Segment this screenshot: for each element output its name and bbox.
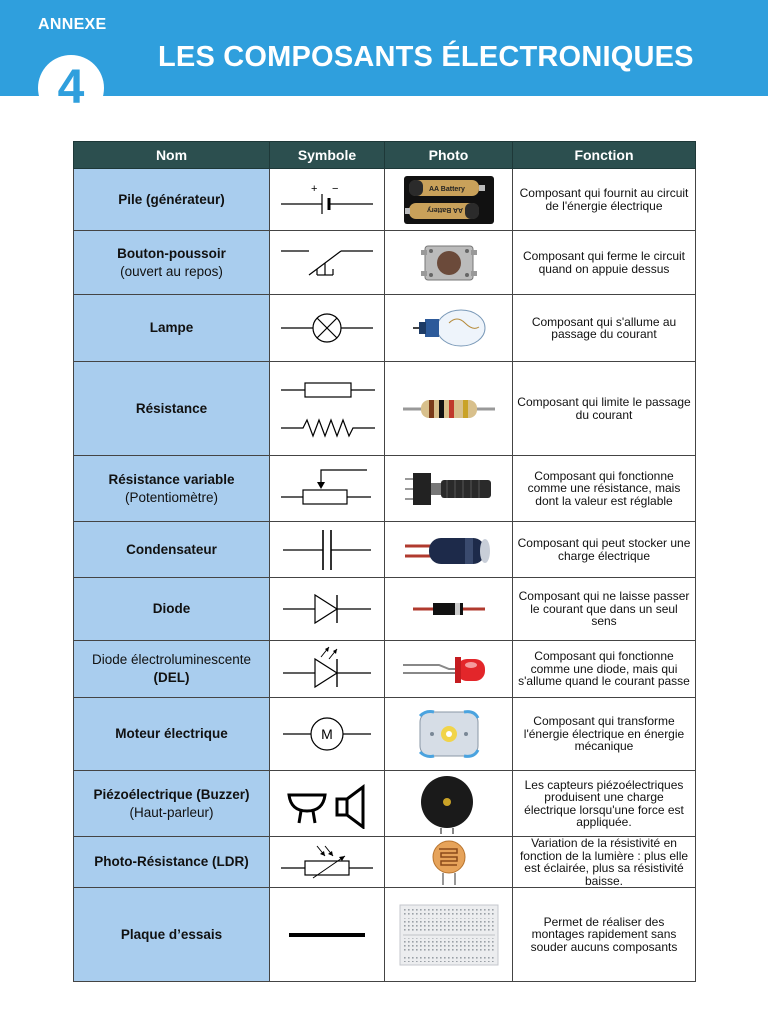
- name-cell: [74, 837, 270, 888]
- table-row: [74, 698, 696, 771]
- photo-cell: [385, 169, 513, 231]
- symbol-cell: [270, 888, 385, 982]
- table-row: [74, 888, 696, 982]
- column-header-symbole: Symbole: [270, 142, 385, 169]
- component-name: Lampe: [149, 320, 194, 335]
- table-header-row: [74, 142, 696, 169]
- lamp-symbol-icon: [279, 308, 375, 348]
- breadboard-symbol-icon: [279, 925, 375, 945]
- table-row: [74, 837, 696, 888]
- potentiometer-photo-icon: [401, 469, 497, 509]
- bulb-photo-icon: [409, 305, 489, 351]
- potentiometer-symbol-icon: [277, 464, 377, 514]
- capacitor-photo-icon: [401, 532, 497, 568]
- column-header-photo: Photo: [385, 142, 513, 169]
- photo-cell: [385, 698, 513, 771]
- photo-cell: [385, 362, 513, 456]
- capacitor-symbol-icon: [279, 528, 375, 572]
- led-photo-icon: [399, 651, 499, 687]
- component-name: Diode électroluminescente: [91, 652, 252, 667]
- resistor-photo-icon: [399, 389, 499, 429]
- component-name: Piézoélectrique (Buzzer): [93, 786, 250, 802]
- symbol-cell: [270, 456, 385, 522]
- name-cell: [74, 771, 270, 837]
- name-cell: [74, 169, 270, 231]
- annexe-number-badge: [38, 55, 104, 121]
- battery-symbol-icon: [279, 180, 375, 220]
- function-cell: Composant qui fonctionne comme une diode, mais qui s'allume quand le courant passe: [513, 641, 696, 698]
- component-name: Diode: [152, 601, 191, 616]
- name-cell: [74, 362, 270, 456]
- photo-cell: [385, 578, 513, 641]
- table-row: [74, 362, 696, 456]
- ldr-photo-icon: [427, 839, 471, 885]
- photo-cell: [385, 641, 513, 698]
- component-subname: (Haut-parleur): [129, 804, 214, 820]
- table-row: [74, 578, 696, 641]
- photo-cell: [385, 231, 513, 295]
- name-cell: [74, 578, 270, 641]
- battery-label-2: AA Battery: [426, 205, 463, 213]
- ldr-symbol-icon: [277, 842, 377, 882]
- symbol-cell: [270, 578, 385, 641]
- function-cell: Composant qui limite le passage du courant: [513, 362, 696, 456]
- page-header: [0, 0, 768, 96]
- page-title: LES COMPOSANTS ÉLECTRONIQUES: [158, 41, 694, 73]
- component-name: Moteur électrique: [115, 726, 228, 741]
- function-cell: Variation de la résistivité en fonction de la lumière : plus elle est éclairée, plus sa résistivité baisse.: [513, 837, 696, 888]
- photo-cell: [385, 888, 513, 982]
- minus-sign: −: [332, 182, 339, 195]
- photo-cell: [385, 522, 513, 578]
- symbol-cell: [270, 169, 385, 231]
- column-header-nom: Nom: [74, 142, 270, 169]
- table-row: [74, 169, 696, 231]
- motor-photo-icon: [414, 708, 484, 760]
- table-row: [74, 641, 696, 698]
- battery-label: AA Battery: [428, 185, 465, 193]
- table-row: [74, 295, 696, 362]
- motor-letter: M: [321, 726, 333, 742]
- function-cell: Composant qui fournit au circuit de l'énergie électrique: [513, 169, 696, 231]
- component-name: Résistance variable: [108, 471, 235, 487]
- buzzer-symbol-icon: [277, 779, 377, 829]
- table-row: [74, 456, 696, 522]
- function-cell: Permet de réaliser des montages rapidement sans souder aucuns composants: [513, 888, 696, 982]
- diode-photo-icon: [409, 597, 489, 621]
- diode-symbol-icon: [279, 589, 375, 629]
- name-cell: [74, 641, 270, 698]
- component-subname: (DEL): [153, 670, 190, 685]
- function-cell: Composant qui s'allume au passage du courant: [513, 295, 696, 362]
- led-symbol-icon: [279, 645, 375, 693]
- name-cell: [74, 888, 270, 982]
- symbol-cell: [270, 231, 385, 295]
- component-name: Plaque d’essais: [120, 926, 223, 942]
- push-button-photo-icon: [419, 240, 479, 286]
- component-name: Pile (générateur): [118, 191, 225, 207]
- component-name: Photo-Résistance (LDR): [94, 854, 249, 869]
- motor-symbol-icon: [279, 714, 375, 754]
- photo-cell: [385, 295, 513, 362]
- symbol-cell: [270, 698, 385, 771]
- function-cell: Composant qui ne laisse passer le courant que dans un seul sens: [513, 578, 696, 641]
- symbol-cell: [270, 522, 385, 578]
- annexe-number: 4: [57, 61, 85, 114]
- table-row: [74, 522, 696, 578]
- battery-photo-icon: [403, 175, 495, 225]
- photo-cell: [385, 837, 513, 888]
- table-row: [74, 771, 696, 837]
- breadboard-photo-icon: [399, 904, 499, 966]
- name-cell: [74, 522, 270, 578]
- function-cell: Composant qui transforme l'énergie électrique en énergie mécanique: [513, 698, 696, 771]
- name-cell: [74, 456, 270, 522]
- component-name: Condensateur: [126, 541, 217, 557]
- component-subname: (ouvert au repos): [120, 263, 223, 279]
- annexe-label: ANNEXE: [38, 16, 107, 33]
- name-cell: [74, 231, 270, 295]
- components-table: [73, 141, 696, 982]
- function-cell: Les capteurs piézoélectriques produisent une charge électrique lorsqu'une force est appliquée.: [513, 771, 696, 837]
- plus-sign: +: [311, 182, 318, 195]
- component-name: Résistance: [135, 400, 208, 416]
- component-name: Bouton-poussoir: [117, 245, 226, 261]
- column-header-fonction: Fonction: [513, 142, 696, 169]
- symbol-cell: [270, 771, 385, 837]
- symbol-cell: [270, 641, 385, 698]
- symbol-cell: [270, 362, 385, 456]
- function-cell: Composant qui fonctionne comme une résistance, mais dont la valeur est réglable: [513, 456, 696, 522]
- push-button-symbol-icon: [279, 243, 375, 283]
- symbol-cell: [270, 837, 385, 888]
- component-subname: (Potentiomètre): [124, 489, 219, 505]
- resistor-symbol-icon: [277, 372, 377, 446]
- name-cell: [74, 295, 270, 362]
- photo-cell: [385, 456, 513, 522]
- symbol-cell: [270, 295, 385, 362]
- name-cell: [74, 698, 270, 771]
- function-cell: Composant qui ferme le circuit quand on appuie dessus: [513, 231, 696, 295]
- photo-cell: [385, 771, 513, 837]
- function-cell: Composant qui peut stocker une charge électrique: [513, 522, 696, 578]
- buzzer-photo-icon: [419, 774, 479, 834]
- table-row: [74, 231, 696, 295]
